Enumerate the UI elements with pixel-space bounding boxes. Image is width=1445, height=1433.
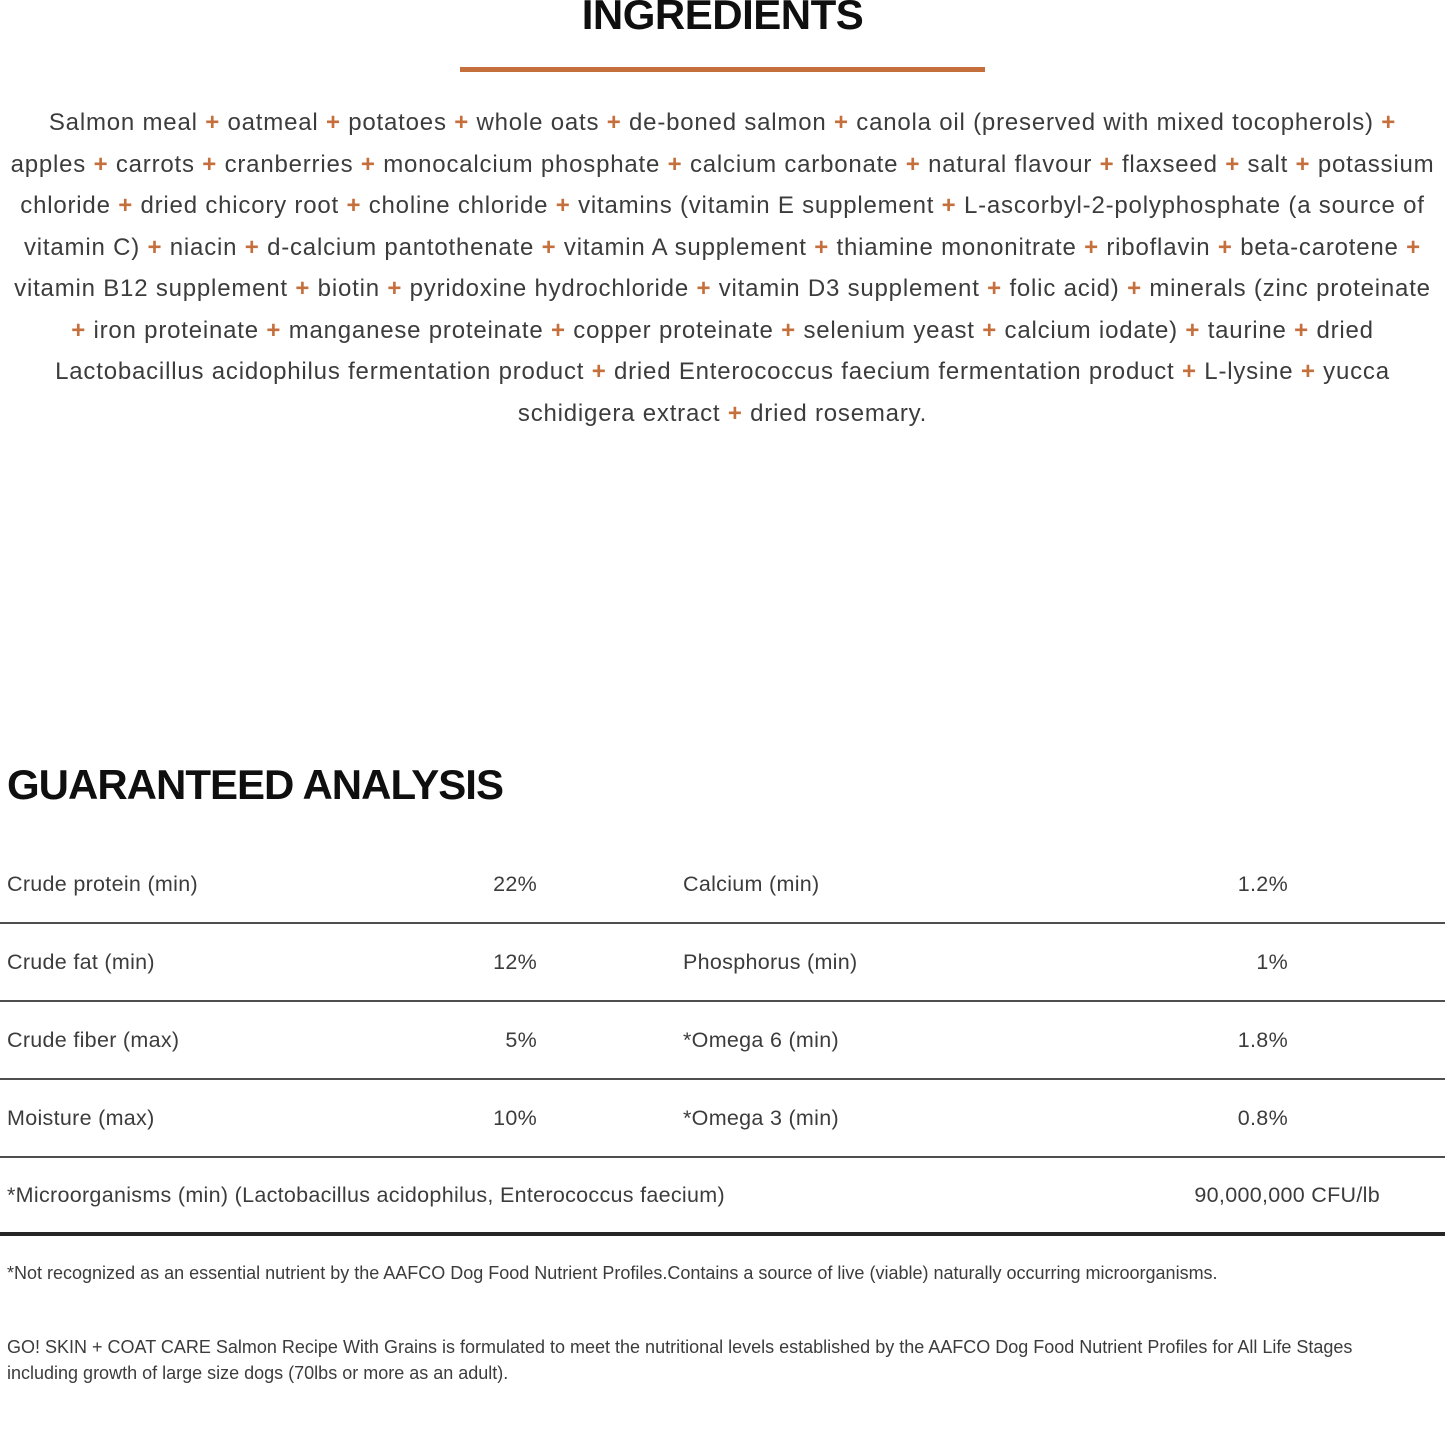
plus-separator: + [93,150,109,178]
plus-separator: + [1225,150,1241,178]
ingredients-paragraph: Salmon meal + oatmeal + potatoes + whole oats + de-boned salmon + canola oil (preserved with mixed tocopherols) + apples + carrots + cranberries + monocalcium phosphate + calcium carbonate + natural flavour + flaxseed + salt + potassium chloride + dried chicory root + choline chloride + vitamins (vitamin E supplement + L-ascorbyl-2-polyphosphate (a source of vitamin C) + niacin + d-calcium pantothenate + vitamin A supplement + thiamine mononitrate + riboflavin + beta-carotene + vitamin B12 supplement + biotin + pyridoxine hydrochloride + vitamin D3 supplement + folic acid) + minerals (zinc proteinate + iron proteinate + manganese proteinate + copper proteinate + selenium yeast + calcium iodate) + taurine + dried Lactobacillus acidophilus fermentation product + dried Enterococcus faecium fermentation product + L-lysine + yucca schidigera extract + dried rosemary. [10,109,1435,427]
guaranteed-analysis-section [0,761,1445,1236]
analysis-label: Crude protein (min) [7,871,198,896]
plus-separator: + [814,233,830,261]
plus-separator: + [387,275,403,302]
analysis-row [0,1002,1445,1080]
analysis-pair [683,1106,1288,1131]
plus-separator: + [205,109,221,136]
analysis-value: 1.8% [1237,1027,1288,1052]
ingredients-section [0,0,1445,434]
plus-separator: + [1099,150,1115,178]
plus-separator: + [1084,233,1099,261]
guaranteed-analysis-title: GUARANTEED ANALYSIS [7,761,503,808]
analysis-label: Phosphorus (min) [683,949,858,974]
microorganisms-label: *Microorganisms (min) (Lactobacillus acidophilus, Enterococcus faecium) [7,1182,725,1207]
plus-separator: + [541,233,557,261]
analysis-pair [683,1028,1288,1053]
plus-separator: + [941,192,957,219]
analysis-label: Crude fiber (max) [7,1027,180,1052]
accent-divider [460,67,985,72]
plus-separator: + [1295,150,1311,178]
analysis-pair [7,1106,537,1131]
analysis-pair [7,872,537,897]
plus-separator: + [667,150,683,178]
analysis-value: 22% [493,871,537,896]
plus-separator: + [781,316,796,344]
plus-separator: + [147,233,163,261]
aafco-footnote: *Not recognized as an essential nutrient by the AAFCO Dog Food Nutrient Profiles.Contains a source of live (viable) naturally occurring microorganisms. [7,1263,1218,1283]
analysis-value: 0.8% [1237,1105,1288,1130]
plus-separator: + [727,399,743,427]
plus-separator: + [1185,316,1201,344]
analysis-row [0,1080,1445,1158]
plus-separator: + [1217,233,1233,261]
formulation-footnote: GO! SKIN + COAT CARE Salmon Recipe With Grains is formulated to meet the nutritional levels established by the AAFCO Dog Food Nutrient Profiles for All Life Stages including growth of large size dogs (70lbs or more as an adult). [7,1337,1353,1383]
plus-separator: + [555,192,571,219]
plus-separator: + [346,192,362,219]
plus-separator: + [1294,316,1309,344]
analysis-value: 5% [505,1027,537,1052]
plus-separator: + [982,316,998,344]
analysis-row [0,924,1445,1002]
analysis-label: *Omega 3 (min) [683,1105,839,1130]
plus-separator: + [696,275,712,302]
plus-separator: + [1381,109,1397,136]
plus-separator: + [202,150,218,178]
plus-separator: + [1406,233,1421,261]
analysis-label: Crude fat (min) [7,949,155,974]
plus-separator: + [591,358,607,385]
plus-separator: + [244,233,260,261]
plus-separator: + [295,275,311,302]
plus-separator: + [266,316,282,344]
plus-separator: + [454,109,470,136]
analysis-label: Moisture (max) [7,1105,155,1130]
analysis-value: 1% [1256,949,1288,974]
plus-separator: + [118,192,134,219]
analysis-value: 10% [493,1105,537,1130]
microorganisms-row [0,1158,1445,1236]
analysis-table [0,846,1445,1158]
plus-separator: + [987,275,1002,302]
analysis-pair [683,872,1288,897]
analysis-label: Calcium (min) [683,871,820,896]
plus-separator: + [325,109,341,136]
plus-separator: + [905,150,921,178]
analysis-row [0,846,1445,924]
plus-separator: + [1127,275,1142,302]
plus-separator: + [833,109,849,136]
analysis-value: 12% [493,949,537,974]
plus-separator: + [1300,358,1316,385]
analysis-pair [7,1028,537,1053]
plus-separator: + [360,150,376,178]
plus-separator: + [1182,358,1197,385]
analysis-label: *Omega 6 (min) [683,1027,839,1052]
microorganisms-value: 90,000,000 CFU/lb [1194,1182,1380,1207]
plus-separator: + [606,109,622,136]
analysis-pair [683,950,1288,975]
plus-separator: + [71,316,87,344]
analysis-pair [7,950,537,975]
plus-separator: + [551,316,566,344]
analysis-value: 1.2% [1237,871,1288,896]
ingredients-title: INGREDIENTS [581,0,864,38]
